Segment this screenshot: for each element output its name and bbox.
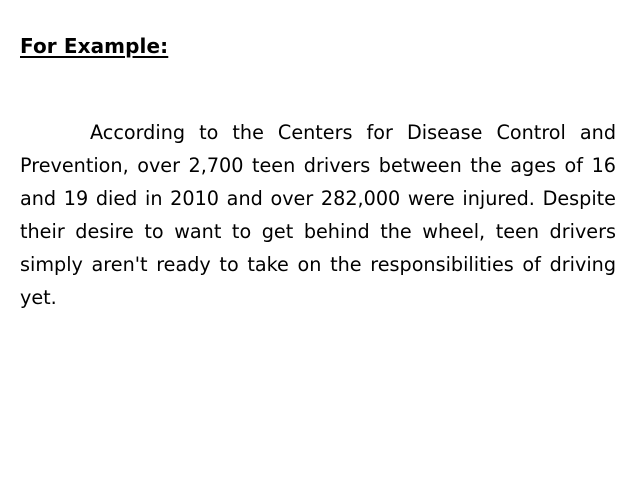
slide-paragraph: According to the Centers for Disease Control and Prevention, over 2,700 teen drivers between the ages of 16 and 19 died in 2010 and over 282,000 were injured. Despite their desire to want to get behind the wheel, teen drivers simply aren't ready to take on the responsibilities of driving yet.: [20, 121, 616, 309]
slide-heading: For Example:: [20, 34, 169, 58]
